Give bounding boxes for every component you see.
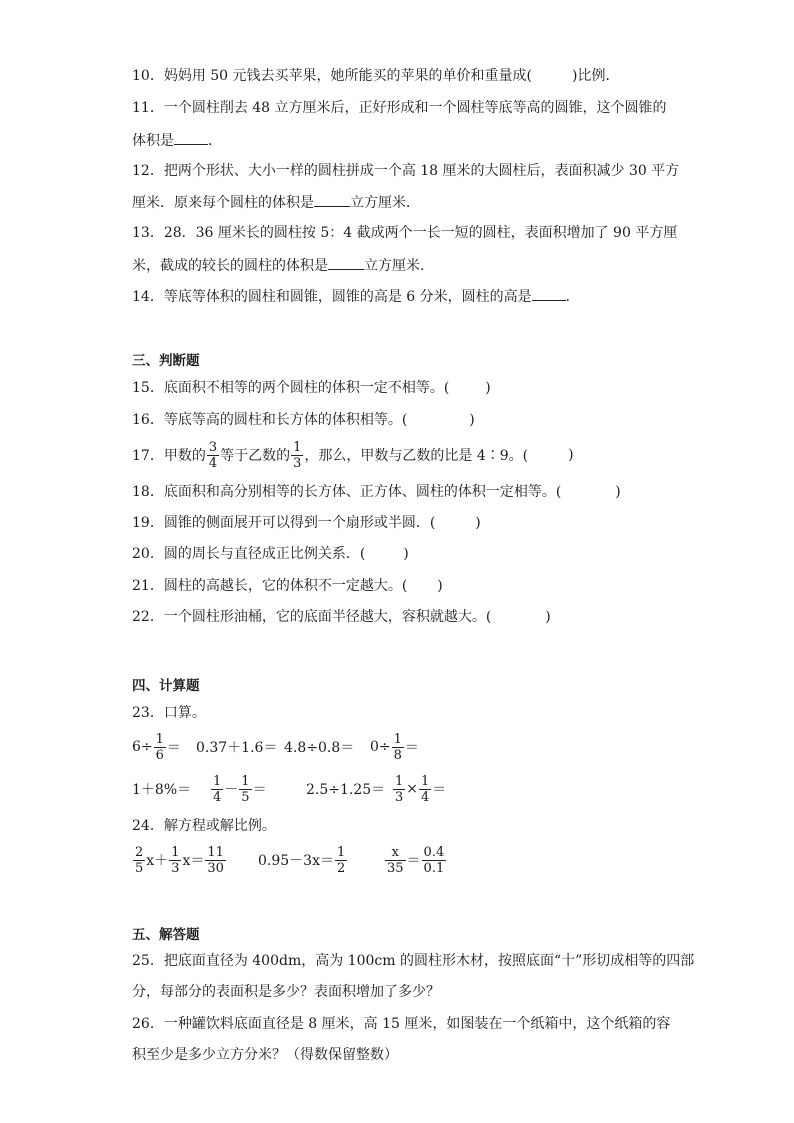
calc-item: 0.37＋1.6＝ [196,740,278,756]
fraction: $\frac{0.4}{0.1}$ [423,844,445,876]
answer-blank[interactable] [314,192,350,207]
question-26-line2: 积至少是多少立方分米？（得数保留整数） [132,1047,398,1063]
fraction: $\frac{2}{5}$ [135,844,144,876]
section-heading-word-problems: 五、解答题 [132,927,200,943]
fraction: $\frac{11}{30}$ [207,844,224,876]
question-19: 19．圆锥的侧面展开可以得到一个扇形或半圆．( ) [132,515,481,531]
question-12-line2: 厘米．原来每个圆柱的体积是 立方厘米． [132,192,420,213]
fraction: $\frac{1}{6}$ [155,731,164,763]
question-22: 22．一个圆柱形油桶，它的底面半径越大，容积就越大。( ) [132,609,551,625]
fraction: $\frac{1}{5}$ [241,773,250,805]
fraction: $\frac{1}{3}$ [293,439,302,471]
question-16: 16．等底等高的圆柱和长方体的体积相等。( ) [132,412,475,428]
fraction: $\frac{1}{2}$ [336,844,346,876]
fraction: $\frac{1}{8}$ [393,731,402,763]
question-24: 24．解方程或解比例。 [132,818,276,834]
fraction: $\frac{1}{4}$ [421,773,430,805]
question-21: 21．圆柱的高越长，它的体积不一定越大。( ) [132,578,443,594]
question-11-line2: 体积是 ． [132,130,222,151]
equation-2: 0.95－3x＝ $\frac{1}{2}$ [258,844,346,876]
question-26-line1: 26．一种罐饮料底面直径是 8 厘米，高 15 厘米，如图装在一个纸箱中，这个纸箱的容 [132,1016,671,1032]
answer-blank[interactable] [532,286,566,301]
question-17: 17．甲数的 $\frac{3}{4}$ 等于乙数的 $\frac{1}{3}$ ，那么，甲数与乙数的比是 4∶9。( ) [132,439,574,471]
calc-item: 1＋8%＝ [132,782,192,798]
question-10: 10．妈妈用 50 元钱去买苹果，她所能买的苹果的单价和重量成( )比例． [132,68,620,84]
equation-3: $\frac{x}{35}$ ＝ $\frac{0.4}{0.1}$ [387,844,445,876]
fraction: $\frac{1}{3}$ [395,773,404,805]
fraction: $\frac{1}{4}$ [213,773,222,805]
question-12-line1: 12．把两个形状、大小一样的圆柱拼成一个高 18 厘米的大圆柱后，表面积减少 30 平方 [132,163,680,179]
question-13-line2: 米，截成的较长的圆柱的体积是 立方厘米． [132,255,434,276]
fraction: $\frac{x}{35}$ [387,844,404,876]
answer-blank[interactable] [174,130,208,145]
section-heading-judgement: 三、判断题 [132,353,200,369]
fraction: $\frac{1}{3}$ [171,844,180,876]
question-25-line1: 25．把底面直径为 400dm，高为 100cm 的圆柱形木材，按照底面“十”形切成相等的四部 [132,953,695,969]
calc-item: 4.8÷0.8＝ [284,740,355,756]
question-18: 18．底面积和高分别相等的长方体、正方体、圆柱的体积一定相等。( ) [132,484,621,500]
question-11-line1: 11．一个圆柱削去 48 立方厘米后，正好形成和一个圆柱等底等高的圆锥，这个圆锥的 [132,100,667,116]
question-23: 23．口算。 [132,705,206,721]
question-20: 20．圆的周长与直径成正比例关系．( ) [132,546,409,562]
fraction: $\frac{3}{4}$ [208,439,218,471]
section-heading-calculation: 四、计算题 [132,678,200,694]
calc-item: 2.5÷1.25＝ [306,782,386,798]
question-13-line1: 13．28．36 厘米长的圆柱按 5：4 截成两个一长一短的圆柱，表面积增加了 90 平方厘 [132,225,678,241]
calc-item: 6÷ $\frac{1}{6}$ ＝ [132,731,181,763]
answer-blank[interactable] [328,255,364,270]
calc-item: $\frac{1}{3}$ × $\frac{1}{4}$ ＝ [395,773,447,805]
equation-1: $\frac{2}{5}$ x＋ $\frac{1}{3}$ x＝ $\frac{11}{30}$ [135,844,224,876]
question-25-line2: 分，每部分的表面积是多少？表面积增加了多少？ [132,984,440,1000]
calc-item: 0÷ $\frac{1}{8}$ ＝ [370,731,419,763]
calc-item: $\frac{1}{4}$ － $\frac{1}{5}$ ＝ [213,773,267,805]
question-14: 14．等底等体积的圆柱和圆锥，圆锥的高是 6 分米，圆柱的高是 ． [132,286,580,307]
question-15: 15．底面积不相等的两个圆柱的体积一定不相等。( ) [132,380,491,396]
